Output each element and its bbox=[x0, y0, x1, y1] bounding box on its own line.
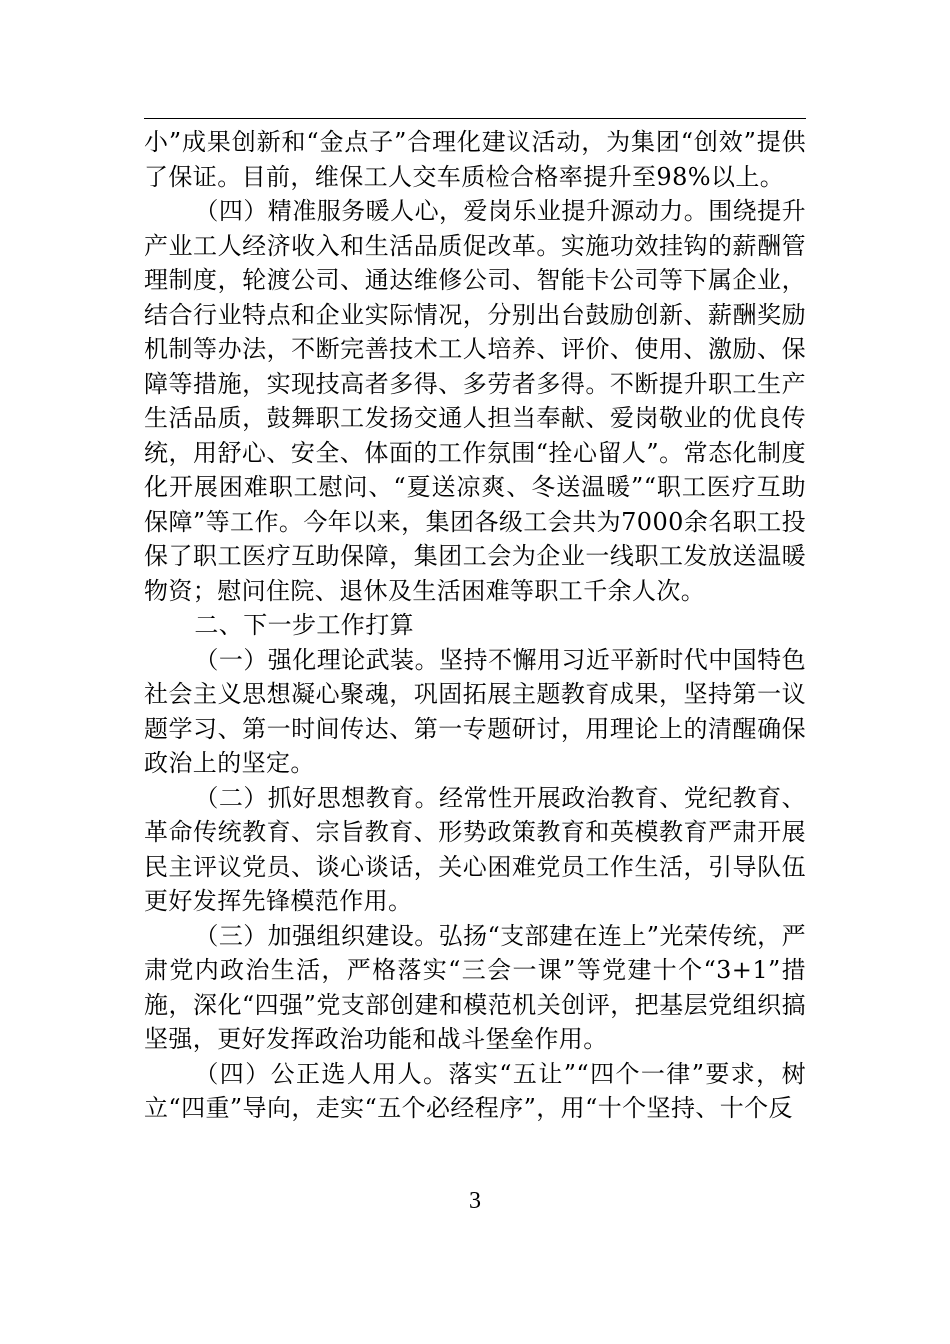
paragraph-personnel-selection: （四）公正选人用人。落实“五让”“四个一律”要求，树立“四重”导向，走实“五个必经程序”，用“十个坚持、十个反 bbox=[144, 1059, 806, 1122]
paragraph-continued: 小”成果创新和“金点子”合理化建议活动，为集团“创效”提供了保证。目前，维保工人交车质检合格率提升至98%以上。 bbox=[144, 128, 806, 191]
document-body bbox=[144, 118, 806, 1126]
header-rule bbox=[144, 118, 806, 119]
paragraph-precise-service: （四）精准服务暖人心，爱岗乐业提升源动力。围绕提升产业工人经济收入和生活品质促改革。实施功效挂钩的薪酬管理制度，轮渡公司、通达维修公司、智能卡公司等下属企业，结合行业特点和企业实际情况，分别出台鼓励创新、薪酬奖励机制等办法，不断完善技术工人培养、评价、使用、激励、保障等措施，实现技高者多得、多劳者多得。不断提升职工生产生活品质，鼓舞职工发扬交通人担当奉献、爱岗敬业的优良传统，用舒心、安全、体面的工作氛围“拴心留人”。常态化制度化开展困难职工慰问、“夏送凉爽、冬送温暖”“职工医疗互助保障”等工作。今年以来，集团各级工会共为7000余名职工投保了职工医疗互助保障，集团工会为企业一线职工发放送温暖物资；慰问住院、退休及生活困难等职工千余人次。 bbox=[144, 197, 806, 605]
paragraph-ideology-education: （二）抓好思想教育。经常性开展政治教育、党纪教育、革命传统教育、宗旨教育、形势政策教育和英模教育严肃开展民主评议党员、谈心谈话，关心困难党员工作生活，引导队伍更好发挥先锋模范作用。 bbox=[144, 783, 806, 915]
paragraph-organization-building: （三）加强组织建设。弘扬“支部建在连上”光荣传统，严肃党内政治生活，严格落实“三会一课”等党建十个“3+1”措施，深化“四强”党支部创建和模范机关创评，把基层党组织搞坚强，更好发挥政治功能和战斗堡垒作用。 bbox=[144, 921, 806, 1053]
section-heading-next-steps: 二、下一步工作打算 bbox=[194, 611, 414, 639]
paragraph-theory: （一）强化理论武装。坚持不懈用习近平新时代中国特色社会主义思想凝心聚魂，巩固拓展主题教育成果，坚持第一议题学习、第一时间传达、第一专题研讨，用理论上的清醒确保政治上的坚定。 bbox=[144, 645, 806, 777]
page-number: 3 bbox=[469, 1188, 481, 1214]
